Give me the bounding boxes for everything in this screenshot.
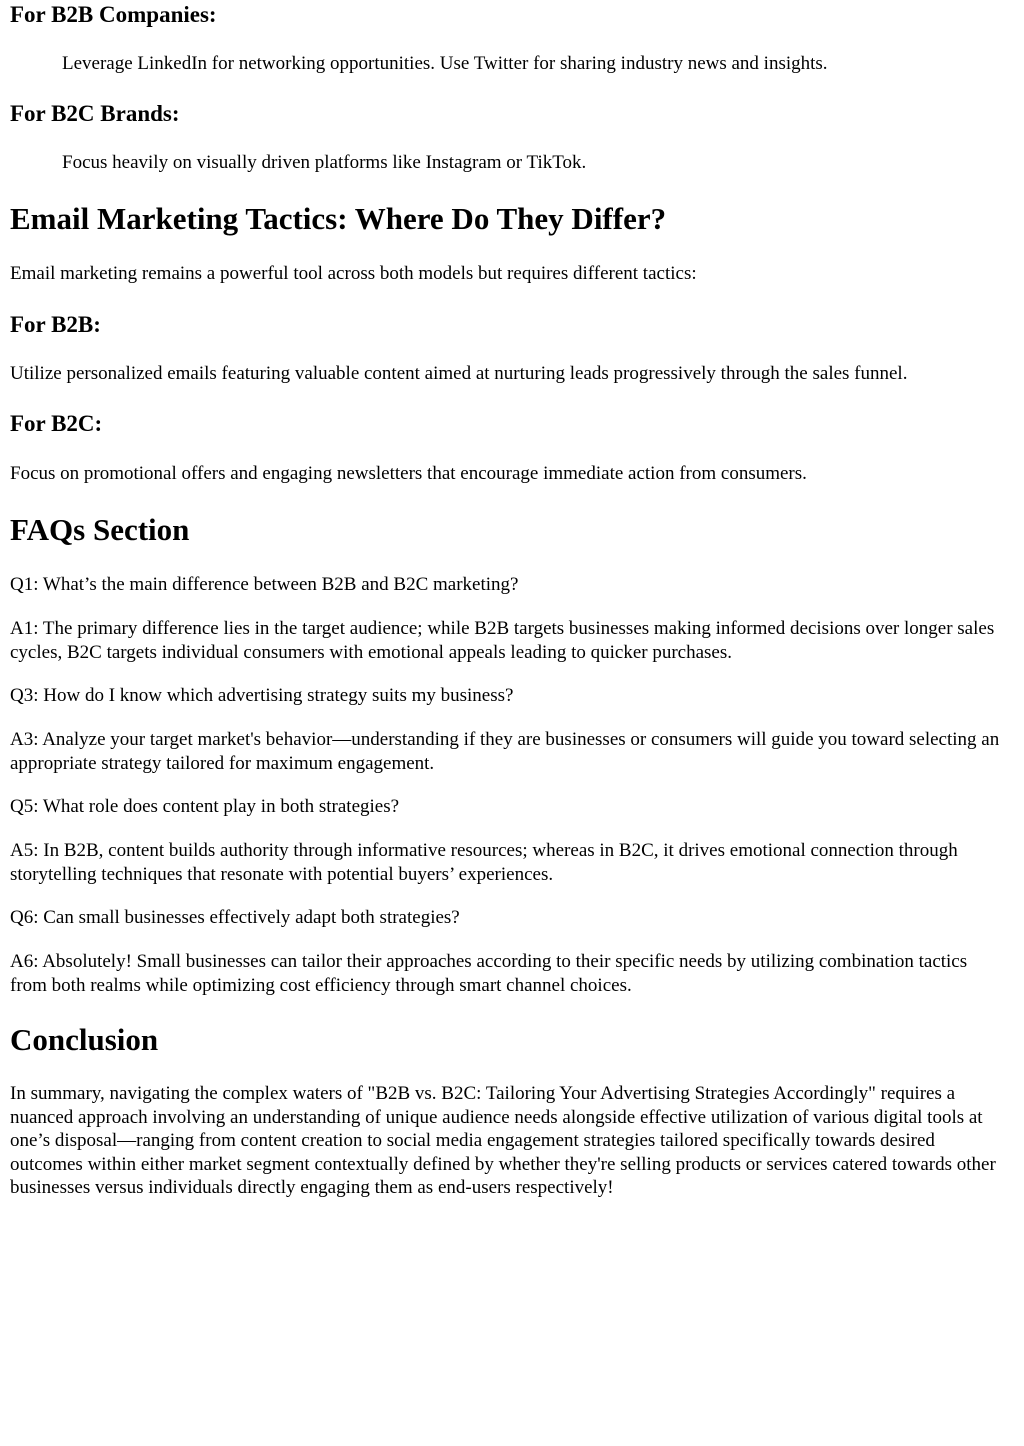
text-b2b-companies: Leverage LinkedIn for networking opportunities. Use Twitter for sharing industry news and insights. [62,53,828,74]
text-conclusion: In summary, navigating the complex waters of "B2B vs. B2C: Tailoring Your Advertising Strategies Accordingly" requires a nuanced approach involving an understanding of unique audience needs alongside effective utilization of various digital tools at one’s disposal—ranging from content creation to social media engagement strategies tailored specifically towards desired outcomes within either market segment contextually defined by whether they're selling products or services catered towards other businesses versus individuals directly engaging them as end-users respectively! [10,1083,996,1198]
faq-answer-3: A3: Analyze your target market's behavior—understanding if they are businesses or consumers will guide you toward selecting an appropriate strategy tailored for maximum engagement. [10,729,1000,774]
text-email-b2b: Utilize personalized emails featuring valuable content aimed at nurturing leads progressively through the sales funnel. [10,363,908,384]
text-b2c-brands: Focus heavily on visually driven platforms like Instagram or TikTok. [62,152,587,173]
heading-email-marketing: Email Marketing Tactics: Where Do They Differ? [10,201,667,236]
faq-question-3: Q3: How do I know which advertising strategy suits my business? [10,685,514,706]
heading-b2c-brands: For B2C Brands: [10,101,180,126]
faq-answer-6: A6: Absolutely! Small businesses can tailor their approaches according to their specific needs by utilizing combination tactics from both realms while optimizing cost efficiency through smart channel choices. [10,951,968,996]
faq-question-1: Q1: What’s the main difference between B2B and B2C marketing? [10,574,519,595]
heading-b2b-companies: For B2B Companies: [10,2,217,27]
heading-email-b2c: For B2C: [10,411,103,436]
faq-question-6: Q6: Can small businesses effectively adapt both strategies? [10,907,460,928]
faq-answer-5: A5: In B2B, content builds authority through informative resources; whereas in B2C, it drives emotional connection through storytelling techniques that resonate with potential buyers’ experiences. [10,840,958,885]
faq-answer-1: A1: The primary difference lies in the target audience; while B2B targets businesses making informed decisions over longer sales cycles, B2C targets individual consumers with emotional appeals leading to quicker purchases. [10,618,995,663]
heading-conclusion: Conclusion [10,1022,159,1057]
faq-question-5: Q5: What role does content play in both strategies? [10,796,400,817]
text-email-b2c: Focus on promotional offers and engaging newsletters that encourage immediate action from consumers. [10,463,807,484]
heading-email-b2b: For B2B: [10,312,101,337]
text-email-intro: Email marketing remains a powerful tool across both models but requires different tactics: [10,263,697,284]
heading-faqs: FAQs Section [10,512,190,547]
